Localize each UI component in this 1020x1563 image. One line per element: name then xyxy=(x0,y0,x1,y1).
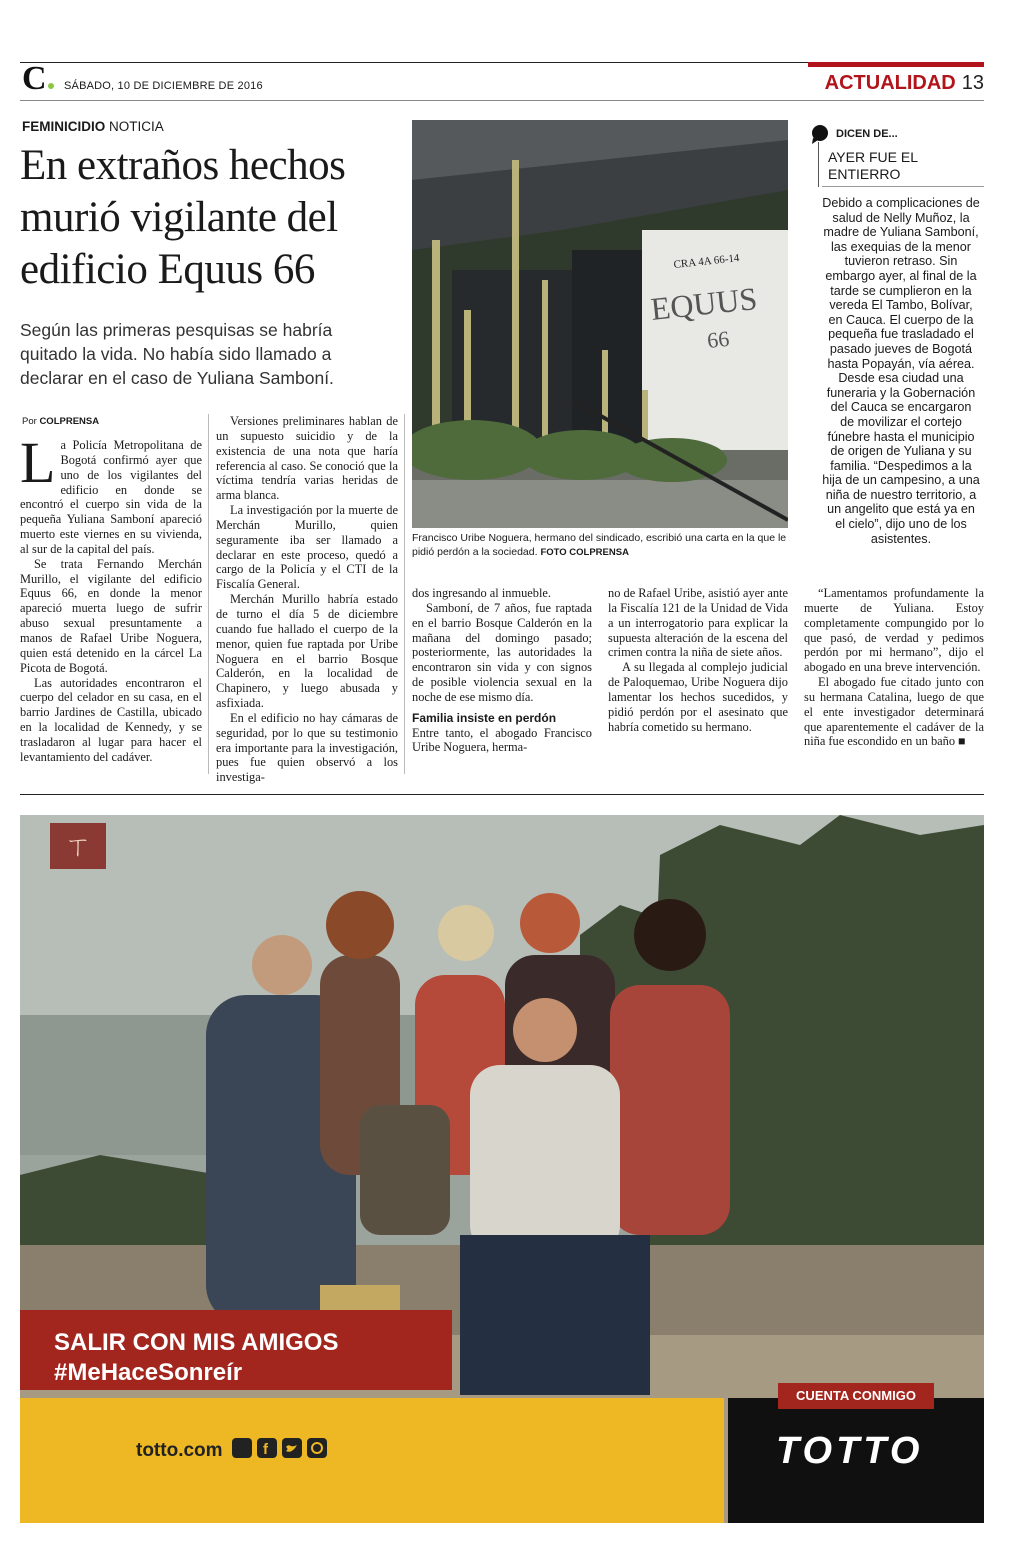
deck-line: declarar en el caso de Yuliana Samboní. xyxy=(20,368,334,388)
sidebar-title xyxy=(828,149,918,183)
article-photo xyxy=(412,120,788,528)
article-column-3 xyxy=(412,586,592,755)
column-rule xyxy=(208,414,209,774)
ad-website-text: totto.com xyxy=(136,1440,223,1462)
photo-credit: FOTO COLPRENSA xyxy=(540,546,629,558)
kicker-type: NOTICIA xyxy=(109,119,164,134)
byline-prefix: Por xyxy=(22,416,37,427)
paragraph: A su llegada al complejo judicial de Paloquemao, Uribe Noguera dijo lamentar los hechos sucedidos, y pidió perdón por el asesinato que habría cometido su hermano. xyxy=(608,660,788,734)
article-headline xyxy=(20,140,410,296)
article-column-1 xyxy=(20,430,202,765)
logo-dot-icon xyxy=(48,83,54,89)
building-name-sign: EQUUS xyxy=(648,280,759,327)
totto-corner-logo-icon: ㄒ xyxy=(50,823,106,869)
sidebar-body: Debido a complicaciones de salud de Nelly Muñoz, la madre de Yuliana Samboní, las exequias de la menor tuvieron retraso. Sin embargo ayer, al final de la tarde se cumplieron en la vereda El Tambo, Bolívar, en Cauca. El cuerpo de la pequeña fue trasladado el pasado jueves de Bogotá hasta Popayán, vía aérea. Desde esa ciudad una funeraria y la Gobernación del Cauca se encargaron de movilizar el cortejo fúnebre hasta el municipio de origen de Yuliana y su familia. “Despedimos a la hija de un campesino, a una niña de nuestro territorio, a un angelito que está ya en el cielo”, dijo uno de los asistentes. xyxy=(822,196,980,546)
section-header xyxy=(825,72,984,95)
totto-brand-logo: TOTTO xyxy=(776,1430,924,1472)
column-rule xyxy=(404,414,405,774)
sidebar-title-line: AYER FUE EL xyxy=(828,149,918,165)
paragraph: a Policía Metropolitana de Bogotá confirmó ayer que uno de los vigilantes del edificio en donde se encontró el cuerpo sin vida de la pequeña Yuliana Samboní apareció muerto este viernes en su vivienda, al sur de la capital del país. xyxy=(20,438,202,556)
social-icons xyxy=(232,1437,328,1465)
ad-slogan-line-2: #MeHaceSonreír xyxy=(54,1359,243,1386)
building-address-sign: CRA 4A 66-14 xyxy=(673,252,740,271)
kicker-category: FEMINICIDIO xyxy=(22,119,106,134)
sidebar-title-line: ENTIERRO xyxy=(828,166,901,182)
paragraph: no de Rafael Uribe, asistió ayer ante la Fiscalía 121 de la Unidad de Vida a un interrogatorio para explicar la supuesta alteración de la escena del crimen contra la niña de siete años. xyxy=(608,586,788,660)
headline-line: edificio Equus 66 xyxy=(20,246,315,293)
paragraph: Las autoridades encontraron el cuerpo del celador en su casa, en el barrio Jardines de Castilla, ubicado en la localidad de Kennedy, y se trasladaron al lugar para hacer el levantamiento del cadáver. xyxy=(20,675,202,764)
header-bottom-rule xyxy=(20,100,984,101)
store-icon xyxy=(232,1438,252,1458)
paragraph: “Lamentamos profundamente la muerte de Yuliana. Estoy completamente compungido por lo que pasó, de verdad y pedimos perdón por mi hermano”, dijo el abogado en una breve intervención. xyxy=(804,586,984,675)
paragraph: La investigación por la muerte de Merchán Murillo, quien seguramente iba ser llamado a declarar en este proceso, quedó a cargo de la Policía y el CTI de la Fiscalía General. xyxy=(216,503,398,592)
byline-author: COLPRENSA xyxy=(39,416,100,427)
paragraph: Versiones preliminares hablan de un supuesto suicidio y de la existencia de una nota que haría referencia al caso. Se conoció que la víctima tendría varias heridas de arma blanca. xyxy=(216,414,398,503)
page-number: 13 xyxy=(961,72,984,94)
paragraph: Entre tanto, el abogado Francisco Uribe Noguera, herma- xyxy=(412,725,592,755)
svg-text:f: f xyxy=(262,1441,268,1458)
paragraph: Samboní, de 7 años, fue raptada en el barrio Bosque Calderón en la mañana del domingo pasado; posteriormente, las autoridades la encontraron sin vida y con signos de posible violencia sexual en la noche de ese mismo día. xyxy=(412,600,592,704)
byline xyxy=(22,416,99,427)
paragraph: dos ingresando al inmueble. xyxy=(412,586,552,600)
article-column-5 xyxy=(804,586,984,749)
building-number-sign: 66 xyxy=(705,325,731,353)
section-accent-bar xyxy=(808,62,984,67)
photo-caption xyxy=(412,532,792,559)
newspaper-logo: C xyxy=(22,64,54,94)
deck-line: Según las primeras pesquisas se habría xyxy=(20,320,333,340)
paragraph: El abogado fue citado junto con su hermana Catalina, luego de que el ente investigador determinará que aparentemente el cadáver de la niña fue escondido en un baño ■ xyxy=(804,675,984,749)
speech-bubble-icon xyxy=(810,124,830,149)
totto-advertisement xyxy=(20,815,984,1523)
paragraph: Se trata Fernando Merchán Murillo, el vigilante del edificio Equus 66, en donde la menor apareció muerta luego de sufrir abuso sexual presuntamente a manos de Rafael Uribe Noguera, quien está detenido en la cárcel La Picota de Bogotá. xyxy=(20,556,202,675)
ad-badge: CUENTA CONMIGO xyxy=(778,1383,934,1409)
section-name: ACTUALIDAD xyxy=(824,72,956,94)
paragraph: Merchán Murillo habría estado de turno el día 5 de diciembre cuando fue hallado el cuerpo de la menor, quien fue raptada por Uribe Noguera en el barrio Bosque Calderón, en la localidad de Chapinero, y luego abusada y asfixiada. xyxy=(216,592,398,711)
deck-line: quitado la vida. No había sido llamado a xyxy=(20,344,332,364)
ad-website xyxy=(136,1437,328,1465)
paragraph: En el edificio no hay cámaras de seguridad, por lo que su testimonio era importante para la investigación, pues fue quien observó a los investiga- xyxy=(216,710,398,785)
subheading: Familia insiste en perdón xyxy=(412,710,557,725)
article-bottom-rule xyxy=(20,794,984,795)
ad-yellow-bar xyxy=(20,1398,724,1523)
sidebar-divider xyxy=(822,186,984,187)
instagram-icon xyxy=(307,1438,327,1458)
caption-text: Francisco Uribe Noguera, hermano del sindicado, escribió una carta en la que le pidió perdón a la sociedad. xyxy=(412,532,787,558)
drop-cap: L xyxy=(20,430,56,495)
sidebar-label: DICEN DE... xyxy=(836,128,898,140)
ad-slogan-line-1: SALIR CON MIS AMIGOS xyxy=(54,1329,339,1356)
issue-date: SÁBADO, 10 DE DICIEMBRE DE 2016 xyxy=(64,80,263,92)
headline-line: murió vigilante del xyxy=(20,194,338,241)
article-kicker xyxy=(22,119,164,134)
article-column-4 xyxy=(608,586,788,734)
headline-line: En extraños hechos xyxy=(20,142,346,189)
article-deck xyxy=(20,318,400,390)
article-column-2 xyxy=(216,414,398,785)
